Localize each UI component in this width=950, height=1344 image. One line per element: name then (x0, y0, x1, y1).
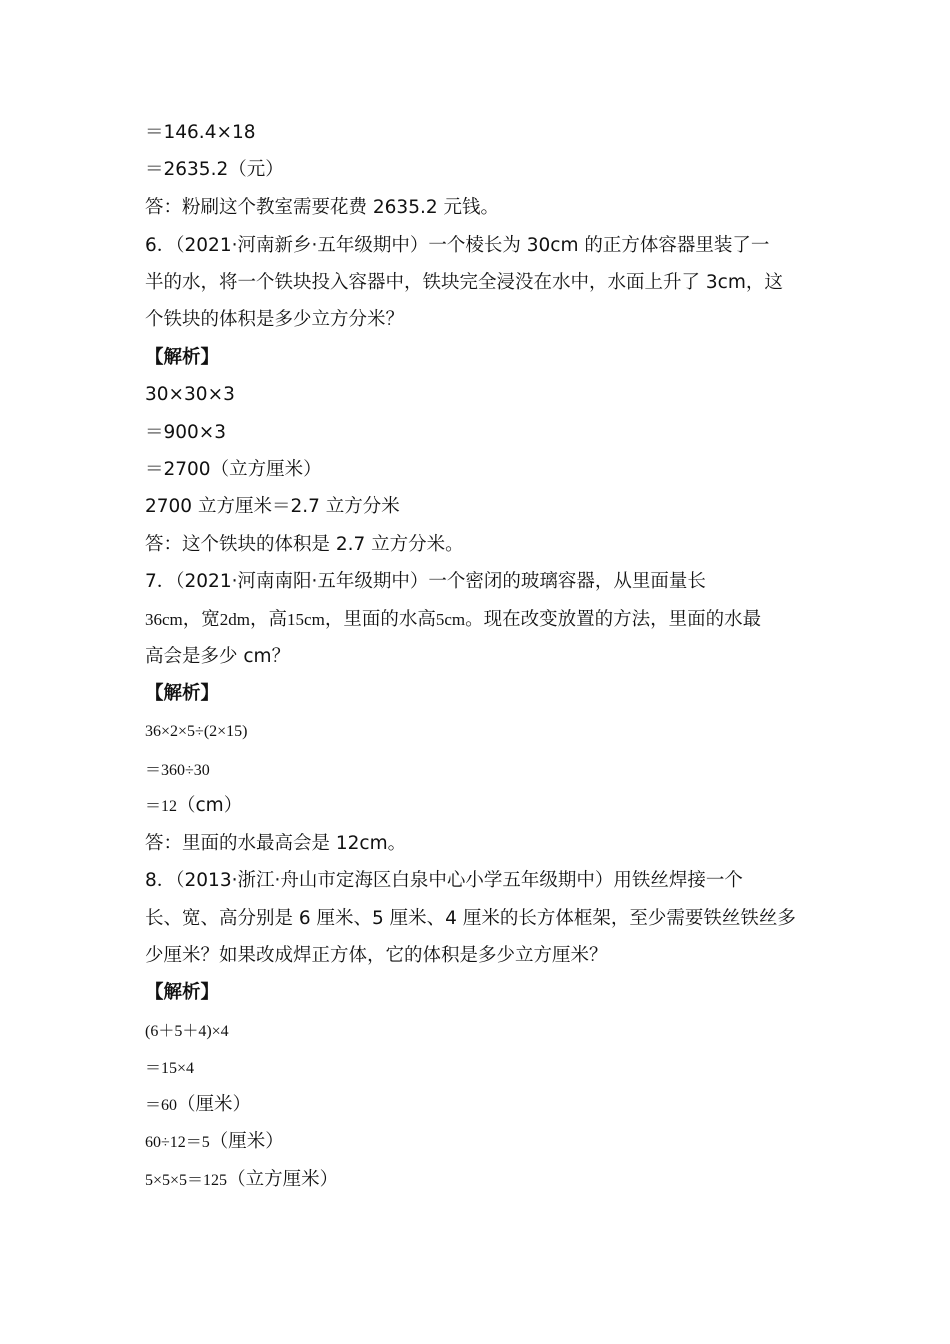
formula-value: ＝12 (145, 798, 178, 815)
question-6-line-3: 个铁块的体积是多少立方分米？ (145, 309, 405, 330)
analysis-heading: 【解析】 (145, 347, 220, 368)
question-8-line-1: 8．（2013·浙江·舟山市定海区白泉中心小学五年级期中）用铁丝焊接一个 (145, 870, 743, 891)
question-7-line-2 (145, 605, 761, 635)
answer-line: 答：里面的水最高会是 12cm。 (145, 833, 407, 854)
calc-line: ＝2635.2（元） (145, 159, 284, 180)
question-7-line-1: 7．（2021·河南南阳·五年级期中）一个密闭的玻璃容器，从里面量长 (145, 571, 706, 592)
formula-line: ＝15×4 (145, 1060, 195, 1077)
answer-line: 答：粉刷这个教室需要花费 2635.2 元钱。 (145, 197, 499, 218)
formula-unit: （立方厘米） (227, 1169, 339, 1190)
dimension-height: 15cm (287, 610, 325, 629)
formula-value: ＝60 (145, 1097, 178, 1114)
calc-line: ＝2700（立方厘米） (145, 459, 322, 480)
question-7-line-3: 高会是多少 cm？ (145, 646, 291, 667)
question-8-line-2: 长、宽、高分别是 6 厘米、5 厘米、4 厘米的长方体框架，至少需要铁丝铁丝多 (145, 908, 796, 929)
text-fragment: ，宽 (182, 609, 220, 630)
text-fragment: ，高 (250, 609, 288, 630)
formula-unit: （厘米） (177, 1094, 252, 1115)
formula-line: (6＋5＋4)×4 (145, 1023, 229, 1040)
water-height: 5cm (435, 610, 466, 629)
dimension-length: 36cm (145, 610, 183, 629)
formula-value: 5×5×5＝125 (145, 1172, 228, 1189)
calc-line: ＝900×3 (145, 422, 227, 443)
formula-unit: （厘米） (209, 1131, 284, 1152)
formula-line (145, 1090, 251, 1120)
calc-line: 30×30×3 (145, 384, 235, 405)
formula-line (145, 1127, 284, 1157)
question-6-line-1: 6．（2021·河南新乡·五年级期中）一个棱长为 30cm 的正方体容器里装了一 (145, 235, 770, 256)
answer-line: 答：这个铁块的体积是 2.7 立方分米。 (145, 534, 464, 555)
dimension-width: 2dm (219, 610, 251, 629)
formula-line (145, 1165, 338, 1195)
calc-line: 2700 立方厘米＝2.7 立方分米 (145, 496, 400, 517)
text-fragment: 。现在改变放置的方法，里面的水最 (465, 609, 762, 630)
text-fragment: ，里面的水高 (324, 609, 436, 630)
analysis-heading: 【解析】 (145, 982, 220, 1003)
formula-line: ＝360÷30 (145, 762, 210, 779)
calc-line: ＝146.4×18 (145, 122, 256, 143)
question-8-line-3: 少厘米？如果改成焊正方体，它的体积是多少立方厘米？ (145, 945, 608, 966)
question-6-line-2: 半的水，将一个铁块投入容器中，铁块完全浸没在水中，水面上升了 3cm，这 (145, 272, 783, 293)
formula-value: 60÷12＝5 (145, 1134, 210, 1151)
formula-unit: （cm） (177, 795, 243, 816)
formula-line: 36×2×5÷(2×15) (145, 723, 248, 740)
analysis-heading: 【解析】 (145, 683, 220, 704)
formula-line (145, 791, 242, 821)
